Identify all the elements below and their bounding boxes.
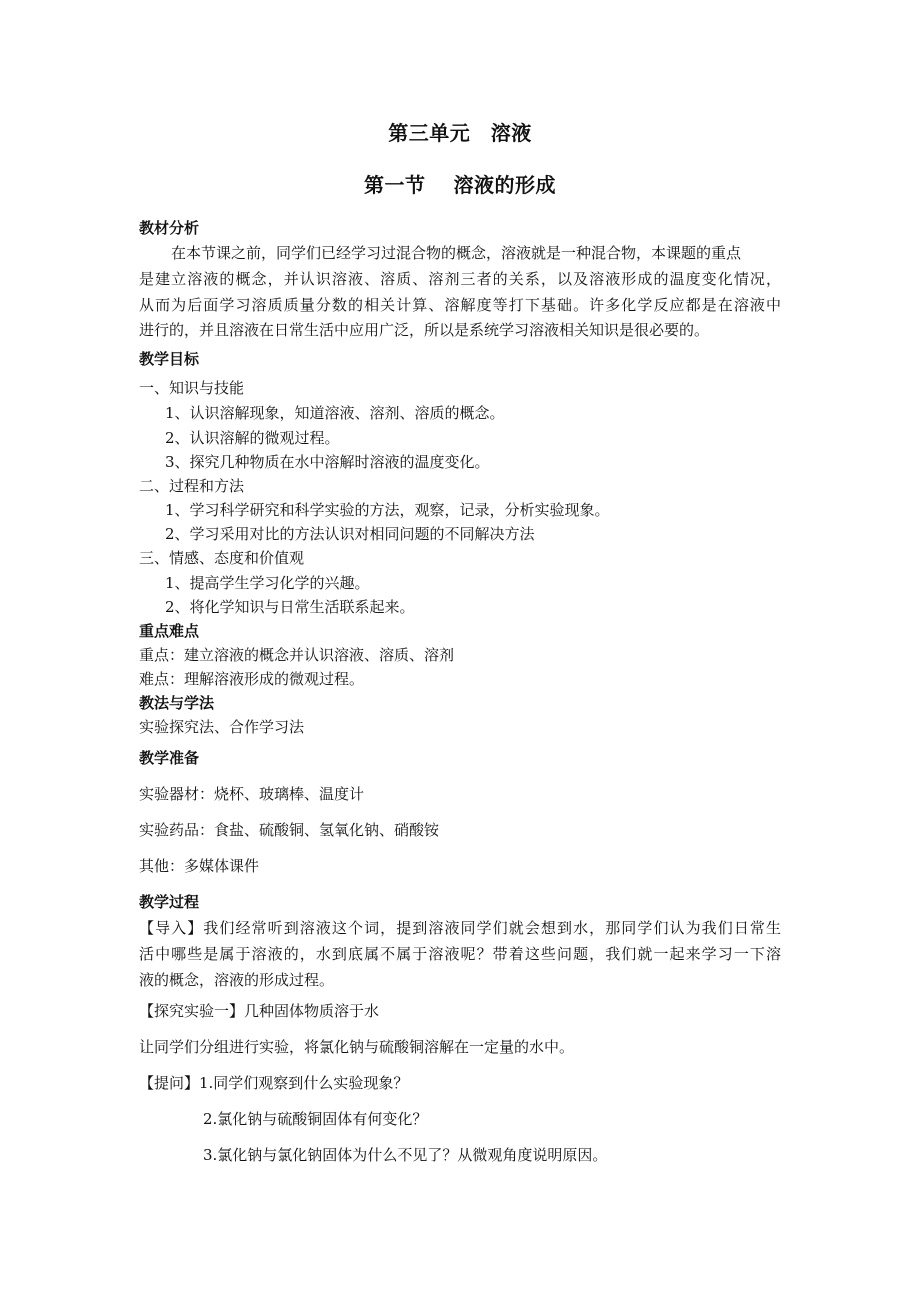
objective-item: 2、学习采用对比的方法认识对相同问题的不同解决方法 [165,525,535,543]
procedure-heading: 教学过程 [139,893,200,911]
unit-title: 第三单元 溶液 [388,121,532,145]
section-title: 第一节 溶液的形成 [364,173,556,197]
objective-item: 2、认识溶解的微观过程。 [165,429,340,447]
intro-line: 活中哪些是属于溶液的，水到底属不属于溶液呢？带着这些问题，我们就一起来学习一下溶 [139,945,781,963]
preparation-heading: 教学准备 [139,749,200,767]
analysis-line: 是建立溶液的概念，并认识溶液、溶质、溶剂三者的关系，以及溶液形成的温度变化情况， [139,270,781,288]
intro-line: 液的概念，溶液的形成过程。 [139,971,335,989]
objective-item: 1、学习科学研究和科学实验的方法，观察，记录，分析实验现象。 [165,501,610,519]
objective-item: 3、探究几种物质在水中溶解时溶液的温度变化。 [165,453,490,471]
objective-item: 1、认识溶解现象，知道溶液、溶剂、溶质的概念。 [165,404,505,422]
analysis-line: 进行的，并且溶液在日常生活中应用广泛，所以是系统学习溶液相关知识是很必要的。 [139,321,710,339]
objective-category: 三、情感、态度和价值观 [139,549,305,567]
other-text: 其他：多媒体课件 [139,857,260,875]
question-line: 3.氯化钠与氯化钠固体为什么不见了？从微观角度说明原因。 [203,1146,608,1164]
key-point-text: 重点：建立溶液的概念并认识溶液、溶质、溶剂 [139,646,455,664]
methods-text: 实验探究法、合作学习法 [139,718,305,736]
objective-item: 2、将化学知识与日常生活联系起来。 [165,598,415,616]
equipment-text: 实验器材：烧杯、玻璃棒、温度计 [139,785,365,803]
analysis-heading: 教材分析 [139,219,200,237]
analysis-line: 在本节课之前，同学们已经学习过混合物的概念，溶液就是一种混合物，本课题的重点 [171,244,742,262]
objective-item: 1、提高学生学习化学的兴趣。 [165,574,370,592]
methods-heading: 教法与学法 [139,694,215,712]
difficult-point-text: 难点：理解溶液形成的微观过程。 [139,670,365,688]
question-line: 【提问】1.同学们观察到什么实验现象？ [139,1074,409,1092]
analysis-line: 从而为后面学习溶质质量分数的相关计算、溶解度等打下基础。许多化学反应都是在溶液中 [139,296,781,314]
chemicals-text: 实验药品：食盐、硫酸铜、氢氧化钠、硝酸铵 [139,821,440,839]
experiment-title: 【探究实验一】几种固体物质溶于水 [139,1002,380,1020]
objectives-heading: 教学目标 [139,350,200,368]
key-points-heading: 重点难点 [139,622,200,640]
question-line: 2.氯化钠与硫酸铜固体有何变化？ [203,1110,428,1128]
objective-category: 一、知识与技能 [139,379,245,397]
experiment-description: 让同学们分组进行实验，将氯化钠与硫酸铜溶解在一定量的水中。 [139,1038,575,1056]
intro-line: 【导入】我们经常听到溶液这个词，提到溶液同学们就会想到水，那同学们认为我们日常生 [139,919,781,937]
objective-category: 二、过程和方法 [139,477,245,495]
